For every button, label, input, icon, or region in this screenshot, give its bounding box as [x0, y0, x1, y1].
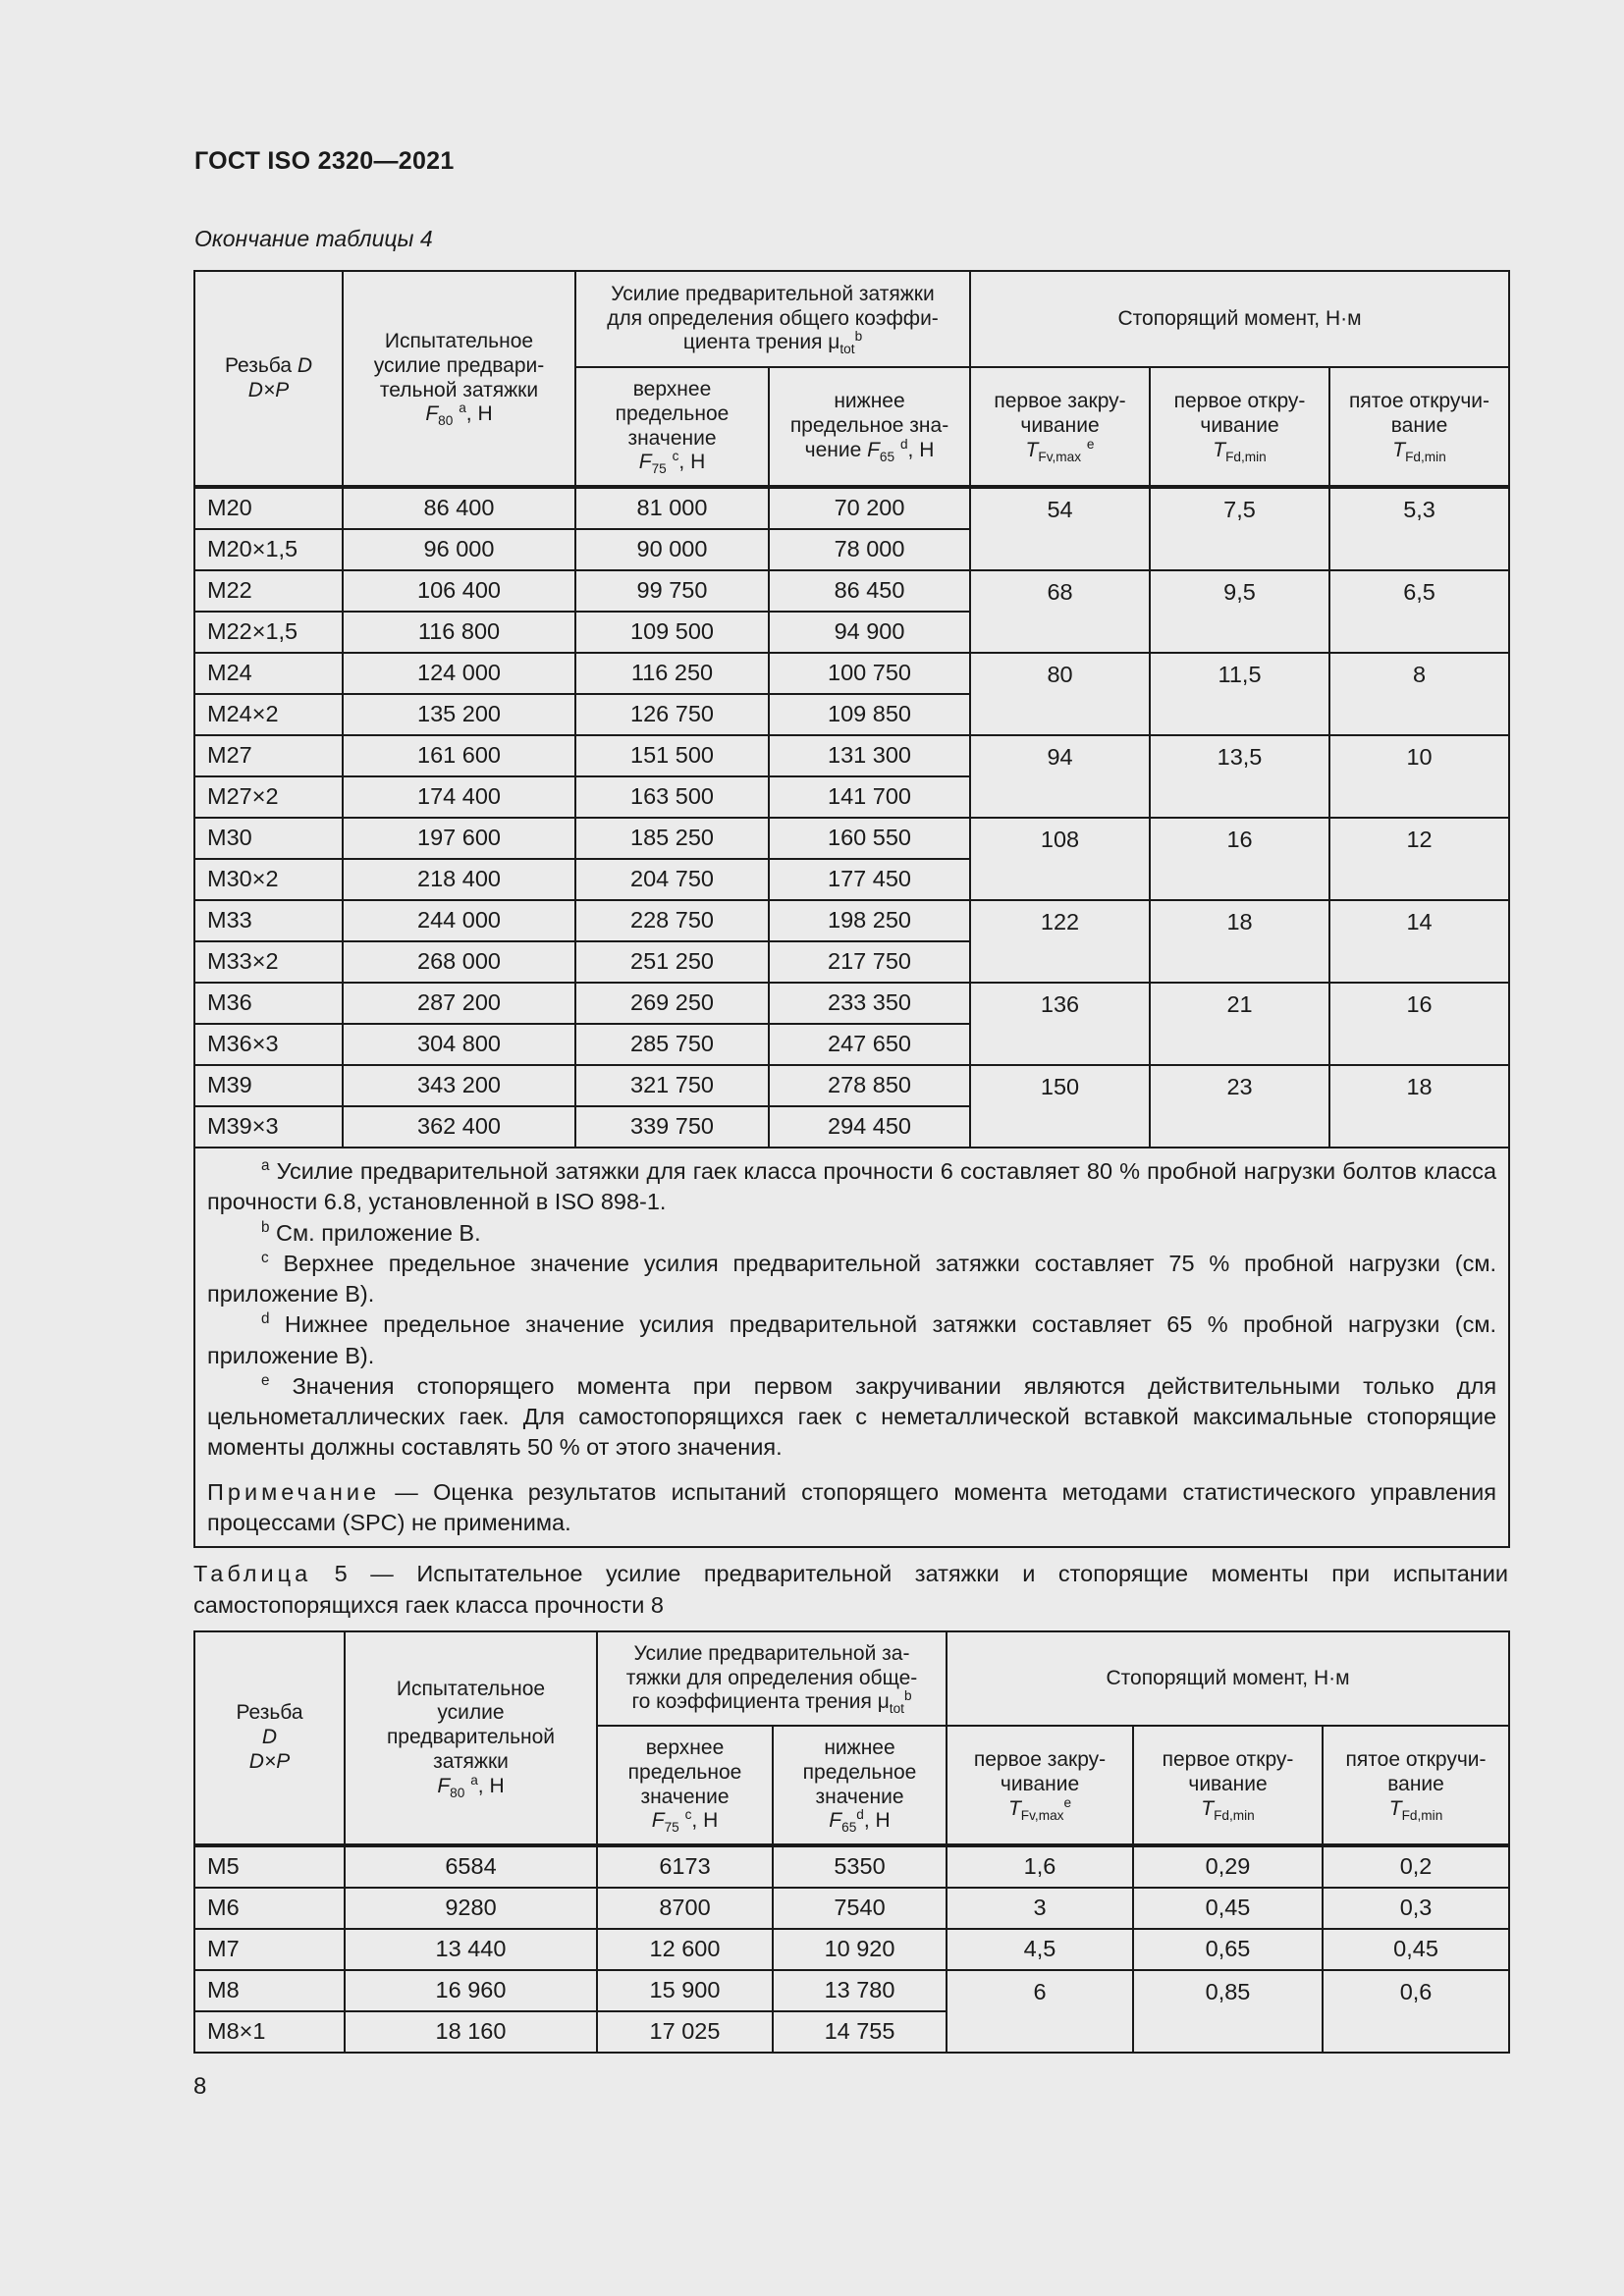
cell-upper: 321 750: [575, 1065, 769, 1106]
cell-first-tighten: 150: [970, 1065, 1150, 1148]
cell-fifth-loosen: 0,45: [1323, 1929, 1509, 1970]
cell-upper: 116 250: [575, 653, 769, 694]
header-first-tighten: первое закру- чивание $T_{Fv,max}$ $^e$: [970, 367, 1150, 487]
t5-header-upper: верхнее предельное значение $F_{75}$ $^c$, Н: [597, 1726, 773, 1845]
cell-upper: 17 025: [597, 2011, 773, 2053]
table-row: [194, 1970, 1509, 2011]
cell-fifth-loosen: 16: [1329, 983, 1509, 1065]
cell-thread: M22×1,5: [194, 612, 343, 653]
cell-upper: 339 750: [575, 1106, 769, 1148]
cell-first-tighten: 94: [970, 735, 1150, 818]
cell-thread: M20×1,5: [194, 529, 343, 570]
cell-fifth-loosen: 14: [1329, 900, 1509, 983]
cell-lower: 278 850: [769, 1065, 970, 1106]
cell-first-tighten: 80: [970, 653, 1150, 735]
cell-thread: M30: [194, 818, 343, 859]
table-continuation-title: Окончание таблицы 4: [194, 226, 433, 251]
cell-lower: 247 650: [769, 1024, 970, 1065]
cell-lower: 86 450: [769, 570, 970, 612]
cell-fifth-loosen: 5,3: [1329, 487, 1509, 570]
cell-first-loosen: 11,5: [1150, 653, 1329, 735]
cell-thread: M36: [194, 983, 343, 1024]
cell-lower: 13 780: [773, 1970, 947, 2011]
footnote-mark: e: [261, 1371, 270, 1389]
cell-upper: 99 750: [575, 570, 769, 612]
cell-first-loosen: 21: [1150, 983, 1329, 1065]
cell-lower: 109 850: [769, 694, 970, 735]
cell-thread: M8: [194, 1970, 345, 2011]
cell-first-loosen: 0,45: [1133, 1888, 1323, 1929]
cell-upper: 285 750: [575, 1024, 769, 1065]
cell-thread: M24: [194, 653, 343, 694]
cell-upper: 90 000: [575, 529, 769, 570]
cell-thread: M33×2: [194, 941, 343, 983]
cell-first-loosen: 13,5: [1150, 735, 1329, 818]
cell-thread: M8×1: [194, 2011, 345, 2053]
cell-lower: 294 450: [769, 1106, 970, 1148]
cell-thread: M22: [194, 570, 343, 612]
cell-lower: 177 450: [769, 859, 970, 900]
cell-test-load: 13 440: [345, 1929, 597, 1970]
table-5-caption: Таблица 5 — Испытательное усилие предварительной затяжки и стопорящие моменты при испытании самостопорящихся гаек класса прочности 8: [193, 1561, 1508, 1618]
page-number: 8: [193, 2073, 207, 2100]
cell-test-load: 116 800: [343, 612, 575, 653]
cell-thread: M39: [194, 1065, 343, 1106]
cell-lower: 70 200: [769, 487, 970, 529]
header-preload: Усилие предварительной затяжки для определения общего коэффи- циента трения $\mu_{tot}^b$: [575, 271, 970, 367]
header-upper: верхнее предельное значение $F_{75}$ $^c$, Н: [575, 367, 769, 487]
cell-fifth-loosen: 10: [1329, 735, 1509, 818]
cell-test-load: 6584: [345, 1845, 597, 1888]
cell-first-loosen: 18: [1150, 900, 1329, 983]
footnote-text: Значения стопорящего момента при первом закручивании являются действительными только для цельнометаллических гаек. Для самостопорящихся гаек с неметаллической вставкой максимальные стопорящие моменты должны составлять 50 % от этого значения.: [207, 1372, 1497, 1461]
cell-first-loosen: 0,29: [1133, 1845, 1323, 1888]
cell-upper: 228 750: [575, 900, 769, 941]
cell-test-load: 135 200: [343, 694, 575, 735]
cell-first-tighten: 1,6: [947, 1845, 1133, 1888]
document-code: ГОСТ ISO 2320—2021: [194, 147, 455, 175]
cell-test-load: 16 960: [345, 1970, 597, 2011]
table-row: [194, 818, 1509, 859]
cell-lower: 160 550: [769, 818, 970, 859]
table-row: [194, 735, 1509, 776]
t5-header-preload: Усилие предварительной за- тяжки для определения обще- го коэффициента трения $\mu_{tot}^b$: [597, 1631, 947, 1726]
table-row: [194, 487, 1509, 529]
cell-lower: 10 920: [773, 1929, 947, 1970]
table-5: [193, 1630, 1510, 2054]
cell-test-load: 197 600: [343, 818, 575, 859]
cell-test-load: 86 400: [343, 487, 575, 529]
cell-lower: 5350: [773, 1845, 947, 1888]
cell-first-loosen: 0,85: [1133, 1970, 1323, 2053]
cell-first-tighten: 136: [970, 983, 1150, 1065]
header-lower: нижнее предельное зна- чение $F_{65}$ $^d$, Н: [769, 367, 970, 487]
cell-first-tighten: 108: [970, 818, 1150, 900]
footnote-text: См. приложение В.: [269, 1219, 481, 1246]
cell-test-load: 304 800: [343, 1024, 575, 1065]
t5-header-fifth-loosen: пятое откручи- вание $T_{Fd,min}$: [1323, 1726, 1509, 1845]
footnote: [207, 1309, 1496, 1371]
cell-fifth-loosen: 18: [1329, 1065, 1509, 1148]
t5-header-thread: Резьба D D×P: [194, 1631, 345, 1845]
cell-thread: M24×2: [194, 694, 343, 735]
footnote: [207, 1156, 1496, 1218]
cell-test-load: 362 400: [343, 1106, 575, 1148]
cell-thread: M5: [194, 1845, 345, 1888]
cell-thread: M30×2: [194, 859, 343, 900]
cell-first-tighten: 4,5: [947, 1929, 1133, 1970]
table-row: [194, 900, 1509, 941]
footnote-text: Усилие предварительной затяжки для гаек класса прочности 6 составляет 80 % пробной нагрузки болтов класса прочности 6.8, установленной в ISO 898-1.: [207, 1158, 1497, 1215]
table-row: [194, 1845, 1509, 1888]
cell-upper: 163 500: [575, 776, 769, 818]
cell-thread: M27: [194, 735, 343, 776]
cell-test-load: 268 000: [343, 941, 575, 983]
cell-first-loosen: 16: [1150, 818, 1329, 900]
cell-upper: 8700: [597, 1888, 773, 1929]
cell-fifth-loosen: 6,5: [1329, 570, 1509, 653]
cell-first-loosen: 23: [1150, 1065, 1329, 1148]
cell-test-load: 161 600: [343, 735, 575, 776]
table-row: [194, 1065, 1509, 1106]
cell-test-load: 124 000: [343, 653, 575, 694]
cell-upper: 251 250: [575, 941, 769, 983]
cell-lower: 14 755: [773, 2011, 947, 2053]
footnote-mark: a: [261, 1157, 270, 1175]
cell-upper: 151 500: [575, 735, 769, 776]
cell-thread: M27×2: [194, 776, 343, 818]
cell-first-tighten: 122: [970, 900, 1150, 983]
cell-upper: 109 500: [575, 612, 769, 653]
cell-lower: 94 900: [769, 612, 970, 653]
t5-header-lower: нижнее предельное значение $F_{65}^d$, Н: [773, 1726, 947, 1845]
cell-first-tighten: 6: [947, 1970, 1133, 2053]
cell-upper: 6173: [597, 1845, 773, 1888]
cell-fifth-loosen: 0,3: [1323, 1888, 1509, 1929]
cell-lower: 78 000: [769, 529, 970, 570]
cell-first-tighten: 54: [970, 487, 1150, 570]
cell-first-loosen: 9,5: [1150, 570, 1329, 653]
table-row: [194, 570, 1509, 612]
cell-upper: 81 000: [575, 487, 769, 529]
t5-header-test-load: Испытательное усилие предварительной затяжки $F_{80}$ $^a$, Н: [345, 1631, 597, 1845]
cell-fifth-loosen: 12: [1329, 818, 1509, 900]
cell-upper: 126 750: [575, 694, 769, 735]
table-4: [193, 270, 1510, 1548]
cell-thread: M6: [194, 1888, 345, 1929]
cell-test-load: 343 200: [343, 1065, 575, 1106]
cell-thread: M20: [194, 487, 343, 529]
footnote-mark: b: [261, 1218, 270, 1236]
header-torque: Стопорящий момент, Н·м: [970, 271, 1509, 367]
cell-lower: 131 300: [769, 735, 970, 776]
cell-test-load: 106 400: [343, 570, 575, 612]
footnote: [207, 1371, 1496, 1464]
table-row: [194, 653, 1509, 694]
cell-upper: 204 750: [575, 859, 769, 900]
cell-upper: 12 600: [597, 1929, 773, 1970]
cell-thread: M39×3: [194, 1106, 343, 1148]
table-row: [194, 983, 1509, 1024]
footnote-text: Верхнее предельное значение усилия предварительной затяжки составляет 75 % пробной нагрузки (см. приложение В).: [207, 1250, 1497, 1307]
footnote-text: Нижнее предельное значение усилия предварительной затяжки составляет 65 % пробной нагрузки (см. приложение В).: [207, 1311, 1497, 1368]
cell-lower: 217 750: [769, 941, 970, 983]
cell-fifth-loosen: 8: [1329, 653, 1509, 735]
cell-fifth-loosen: 0,6: [1323, 1970, 1509, 2053]
t5-header-torque: Стопорящий момент, Н·м: [947, 1631, 1509, 1726]
cell-test-load: 218 400: [343, 859, 575, 900]
header-thread: Резьба D D×P: [194, 271, 343, 487]
cell-lower: 198 250: [769, 900, 970, 941]
cell-test-load: 244 000: [343, 900, 575, 941]
cell-lower: 233 350: [769, 983, 970, 1024]
cell-test-load: 18 160: [345, 2011, 597, 2053]
cell-lower: 100 750: [769, 653, 970, 694]
cell-first-tighten: 68: [970, 570, 1150, 653]
table-row: [194, 1888, 1509, 1929]
cell-upper: 269 250: [575, 983, 769, 1024]
footnote-mark: c: [261, 1249, 269, 1266]
table-4-note: Примечание — Оценка результатов испытаний стопорящего момента методами статистического управления процессами (SPC) не применима.: [207, 1478, 1497, 1535]
cell-upper: 185 250: [575, 818, 769, 859]
cell-test-load: 9280: [345, 1888, 597, 1929]
cell-first-loosen: 7,5: [1150, 487, 1329, 570]
cell-first-tighten: 3: [947, 1888, 1133, 1929]
cell-test-load: 287 200: [343, 983, 575, 1024]
cell-lower: 7540: [773, 1888, 947, 1929]
header-fifth-loosen: пятое откручи- вание $T_{Fd,min}$: [1329, 367, 1509, 487]
cell-thread: M7: [194, 1929, 345, 1970]
footnote: [207, 1249, 1496, 1310]
table-4-footnotes: [194, 1148, 1509, 1547]
cell-first-loosen: 0,65: [1133, 1929, 1323, 1970]
t5-header-first-loosen: первое откру- чивание $T_{Fd,min}$: [1133, 1726, 1323, 1845]
cell-test-load: 174 400: [343, 776, 575, 818]
cell-thread: M33: [194, 900, 343, 941]
cell-upper: 15 900: [597, 1970, 773, 2011]
footnote: [207, 1218, 1496, 1249]
header-test-load: Испытательное усилие предвари- тельной затяжки $F_{80}$ $^a$, Н: [343, 271, 575, 487]
t5-header-first-tighten: первое закру- чивание $T_{Fv,max}^e$: [947, 1726, 1133, 1845]
cell-thread: M36×3: [194, 1024, 343, 1065]
footnote-mark: d: [261, 1310, 270, 1328]
header-first-loosen: первое откру- чивание $T_{Fd,min}$: [1150, 367, 1329, 487]
cell-test-load: 96 000: [343, 529, 575, 570]
cell-fifth-loosen: 0,2: [1323, 1845, 1509, 1888]
cell-lower: 141 700: [769, 776, 970, 818]
table-row: [194, 1929, 1509, 1970]
